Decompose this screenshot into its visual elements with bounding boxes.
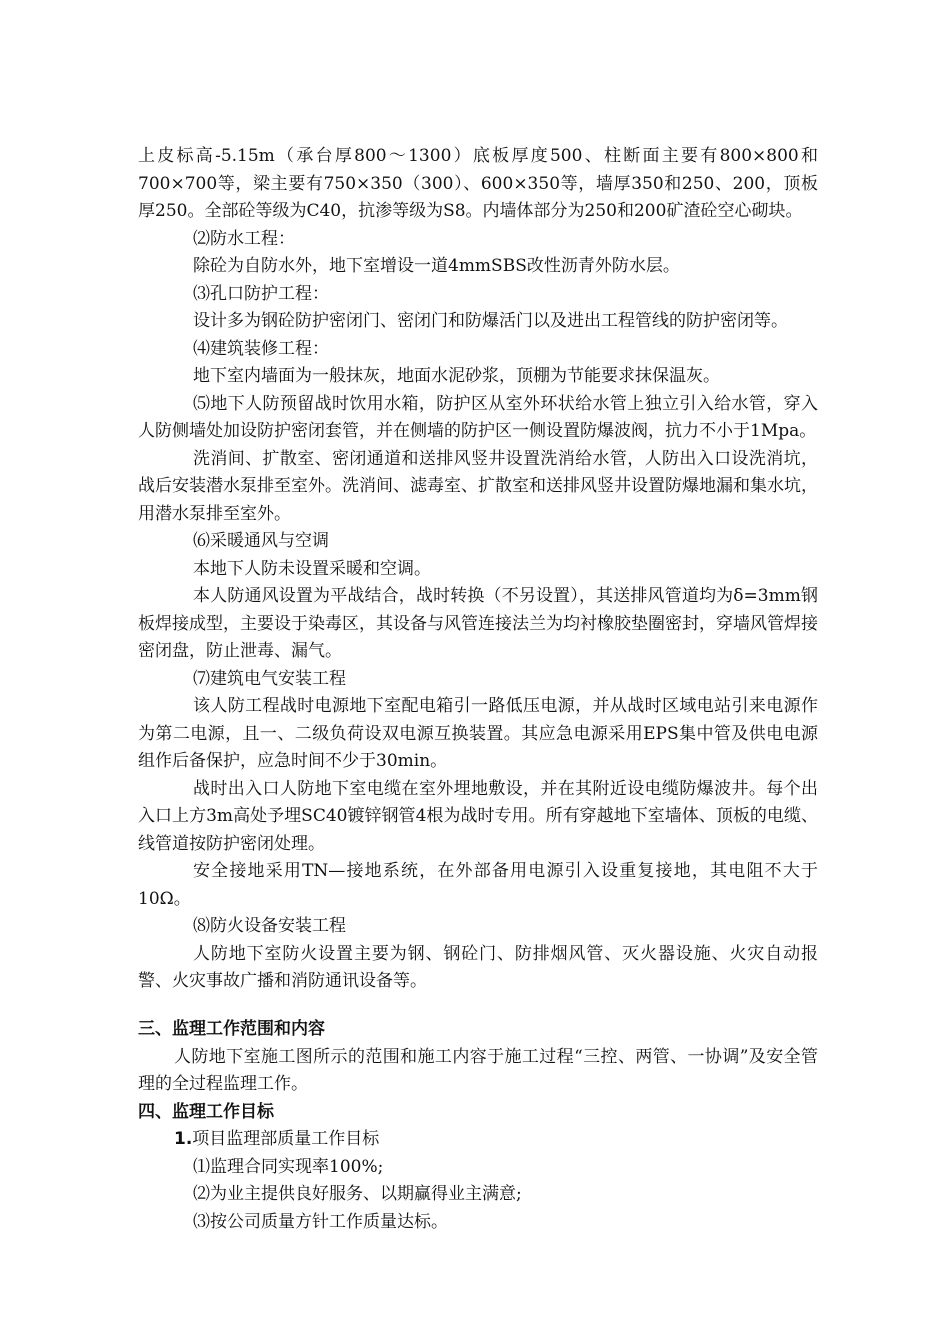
heading-opening-protection: ⑶孔口防护工程： bbox=[193, 283, 329, 304]
section-4-heading: 四、监理工作目标 bbox=[138, 1101, 274, 1122]
heading-decoration: ⑷建筑装修工程： bbox=[193, 338, 329, 359]
paragraph-power-supply: 该人防工程战时电源地下室配电箱引一路低压电源，并从战时区域电站引来电源作为第二电源，且一、二级负荷设双电源互换装置。其应急电源采用EPS集中管及供电电源组作后备保护，应急时间不少于30min。 bbox=[138, 696, 818, 771]
heading-hvac: ⑹采暖通风与空调 bbox=[193, 531, 329, 551]
item-1-text: 项目监理部质量工作目标 bbox=[192, 1129, 380, 1149]
paragraph-hvac-none: 本地下人防未设置采暖和空调。 bbox=[193, 558, 431, 579]
paragraph-grounding: 安全接地采用TN—接地系统，在外部备用电源引入设重复接地，其电阻不大于10Ω。 bbox=[138, 861, 818, 909]
section-3-heading: 三、监理工作范围和内容 bbox=[138, 1019, 325, 1039]
paragraph-fire-protection: 人防地下室防火设置主要为钢、钢砼门、防排烟风管、灭火器设施、火灾自动报警、火灾事故广播和消防通讯设备等。 bbox=[138, 943, 818, 991]
heading-electrical: ⑺建筑电气安装工程 bbox=[193, 668, 346, 689]
paragraph-ventilation: 本人防通风设置为平战结合，战时转换（不另设置），其送排风管道均为δ=3mm钢板焊接成型，主要设于染毒区，其设备与风管连接法兰为均衬橡胶垫圈密封，穿墙风管焊接密闭盘，防止泄毒、漏气。 bbox=[138, 586, 818, 661]
body-lower bbox=[138, 1016, 818, 1236]
section-4-item-1 bbox=[138, 1126, 818, 1154]
paragraph-opening-protection: 设计多为钢砼防护密闭门、密闭门和防爆活门以及进出工程管线的防护密闭等。 bbox=[193, 311, 788, 331]
paragraph-decontamination: 洗消间、扩散室、密闭通道和送排风竖井设置洗消给水管，人防出入口设洗消坑，战后安装潜水泵排至室外。洗消间、滤毒室、扩散室和送排风竖井设置防爆地漏和集水坑，用潜水泵排至室外。 bbox=[138, 448, 818, 524]
sub-item-3: ⑶按公司质量方针工作质量达标。 bbox=[193, 1211, 448, 1232]
body-upper bbox=[138, 143, 818, 996]
sub-item-2: ⑵为业主提供良好服务、以期赢得业主满意; bbox=[193, 1184, 522, 1204]
paragraph-cables: 战时出入口人防地下室电缆在室外埋地敷设，并在其附近设电缆防爆波井。每个出入口上方3m高处予埋SC40镀锌钢管4根为战时专用。所有穿越地下室墙体、顶板的电缆、线管道按防护密闭处理。 bbox=[138, 778, 818, 854]
section-3-body: 人防地下室施工图所示的范围和施工内容于施工过程“三控、两管、一协调”及安全管理的全过程监理工作。 bbox=[138, 1046, 818, 1094]
heading-waterproofing: ⑵防水工程： bbox=[193, 228, 295, 249]
item-1-number: 1. bbox=[174, 1129, 193, 1149]
paragraph-water-supply: ⑸地下人防预留战时饮用水箱，防护区从室外环状给水管上独立引入给水管，穿入人防侧墙处加设防护密闭套管，并在侧墙的防护区一侧设置防爆波阀，抗力不小于1Mpa。 bbox=[138, 393, 818, 441]
paragraph-structure-specs: 上皮标高-5.15m（承台厚800～1300）底板厚度500、柱断面主要有800×800和700×700等，梁主要有750×350（300）、600×350等，墙厚350和250、200，顶板厚250。全部砼等级为C40，抗渗等级为S8。内墙体部分为250和200矿渣砼空心砌块。 bbox=[138, 146, 818, 221]
paragraph-decoration: 地下室内墙面为一般抹灰，地面水泥砂浆，顶棚为节能要求抹保温灰。 bbox=[193, 366, 720, 386]
heading-fire-protection: ⑻防火设备安装工程 bbox=[193, 916, 346, 936]
sub-item-1: ⑴监理合同实现率100%; bbox=[193, 1156, 384, 1177]
paragraph-waterproofing: 除砼为自防水外，地下室增设一道4mmSBS改性沥青外防水层。 bbox=[193, 256, 680, 276]
